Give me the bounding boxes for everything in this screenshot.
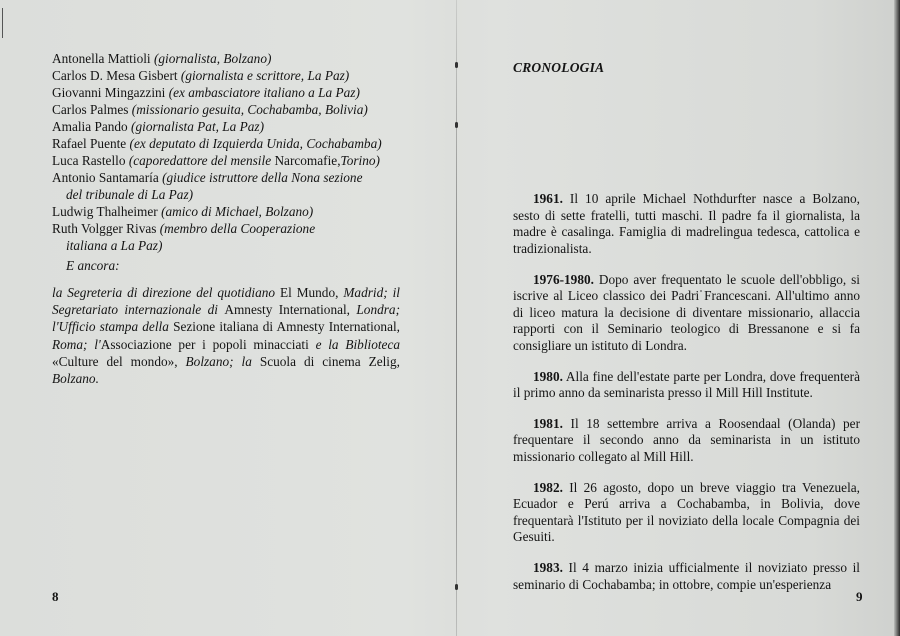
paragraph-segment: Scuola di cinema Zelig, xyxy=(259,353,400,369)
person-role: (membro della Cooperazione xyxy=(159,221,316,236)
paragraph-segment: Amnesty International, xyxy=(224,302,357,318)
chronology-entry xyxy=(513,369,860,402)
paragraph-segment: Bolzano. xyxy=(52,371,99,387)
entry-year: 1980. xyxy=(533,368,563,384)
person-role: (amico di Michael, Bolzano) xyxy=(161,204,314,219)
also-heading: E ancora: xyxy=(66,258,120,273)
acknowledgment-entry xyxy=(52,118,412,135)
person-name: Carlos Palmes xyxy=(52,102,129,117)
person-name: Luca Rastello xyxy=(52,153,126,168)
chronology-entry xyxy=(513,416,860,466)
left-page xyxy=(52,0,402,636)
also-paragraph xyxy=(52,284,400,387)
binding-staple xyxy=(455,584,458,590)
paragraph-segment: Roma; l' xyxy=(52,336,101,352)
person-role: (caporedattore del mensile xyxy=(128,153,272,168)
binding-staple xyxy=(455,122,458,128)
paragraph-segment: Londra; l'Ufficio stampa della xyxy=(52,302,400,335)
page-number-left: 8 xyxy=(52,589,59,604)
paragraph-segment: «Culture del mondo», xyxy=(52,353,186,369)
person-role: (ex deputato di Izquierda Unida, Cochabamba) xyxy=(129,136,382,151)
paragraph-segment: la Segreteria di direzione del quotidiano xyxy=(52,285,280,300)
paragraph-segment: El Mundo, xyxy=(279,285,344,300)
entry-text: Il 4 marzo inizia ufficialmente il noviziato presso il seminario di Cochabamba; in ottobre, compie un'esperienza xyxy=(513,559,860,592)
acknowledgment-entry xyxy=(52,220,412,237)
acknowledgment-entry xyxy=(52,50,412,67)
entry-text: Il 18 settembre arriva a Roosendaal (Olanda) per frequentare il secondo anno da seminarista in un istituto missionario collegato al Mill Hill. xyxy=(513,415,860,465)
chronology-entry xyxy=(513,191,860,257)
entry-year: 1961. xyxy=(533,191,563,207)
person-name: Rafael Puente xyxy=(52,136,127,151)
entry-text: Dopo aver frequentato le scuole dell'obbligo, si iscrive al Liceo classico dei Padri Francescani. All'ultimo anno di liceo matura la decisione di diventare missionario, allaccia rapporti con il Seminario teologico di Bressanone e si fa consigliare un istituto di Londra. xyxy=(513,271,860,354)
paragraph-segment: Bolzano; la xyxy=(185,353,260,369)
person-name: Ruth Volgger Rivas xyxy=(52,221,157,236)
person-role: (giornalista e scrittore, La Paz) xyxy=(180,68,350,83)
entry-year: 1983. xyxy=(533,559,563,575)
person-name: Ludwig Thalheimer xyxy=(52,204,158,219)
chronology-entry xyxy=(513,272,860,355)
paragraph-segment: Associazione per i popoli minacciati xyxy=(100,336,316,352)
person-name: Giovanni Mingazzini xyxy=(52,85,166,100)
acknowledgment-entry xyxy=(52,169,412,186)
person-role: (ex ambasciatore italiano a La Paz) xyxy=(168,85,360,100)
person-name: Antonio Santamaría xyxy=(52,170,159,185)
acknowledgment-entry xyxy=(52,67,412,84)
entry-text: Il 10 aprile Michael Nothdurfter nasce a Bolzano, sesto di sette fratelli, tutti maschi. Il padre fa il giornalista, la madre è casalinga. Famiglia di madrelingua tedesca, cattolica e tradizionalista. xyxy=(513,191,860,257)
magazine-name: Narcomafie, xyxy=(274,153,341,168)
person-role-continued: del tribunale di La Paz) xyxy=(66,187,194,202)
paragraph-segment: e la Biblioteca xyxy=(315,336,401,352)
acknowledgment-entry xyxy=(52,135,412,152)
right-page xyxy=(513,0,863,636)
person-role: (giudice istruttore della Nona sezione xyxy=(162,170,363,185)
entry-year: 1981. xyxy=(533,415,563,431)
acknowledgment-entry xyxy=(52,84,412,101)
page-edge-mark xyxy=(2,8,3,38)
section-title: CRONOLOGIA xyxy=(513,60,605,75)
person-role: (giornalista Pat, La Paz) xyxy=(131,119,265,134)
chronology-entry xyxy=(513,560,860,593)
binding-staple xyxy=(455,62,458,68)
person-name: Antonella Mattioli xyxy=(52,51,151,66)
entry-year: 1982. xyxy=(533,479,563,495)
acknowledgment-entry xyxy=(52,203,412,220)
acknowledgment-entry xyxy=(52,152,412,169)
person-role-continued: italiana a La Paz) xyxy=(66,238,163,253)
chronology-list xyxy=(513,178,860,607)
book-gutter-fold xyxy=(456,0,457,636)
person-name: Amalia Pando xyxy=(52,119,128,134)
acknowledgment-entry xyxy=(52,101,412,118)
person-name: Carlos D. Mesa Gisbert xyxy=(52,68,178,83)
page-number-right: 9 xyxy=(856,589,863,604)
chronology-entry xyxy=(513,480,860,546)
entry-text: Il 26 agosto, dopo un breve viaggio tra Venezuela, Ecuador e Perú arriva a Cochabamba, in Bolivia, dove frequentarà l'Istituto per il noviziato della locale Compagnia dei Gesuiti. xyxy=(513,479,860,545)
person-role: (giornalista, Bolzano) xyxy=(153,51,272,66)
paragraph-segment: Sezione italiana di Amnesty International, xyxy=(173,319,400,335)
person-role: (missionario gesuita, Cochabamba, Bolivia) xyxy=(131,102,368,117)
paragraph-segment: Madrid; il Segretariato internazionale di xyxy=(52,285,400,318)
entry-text: Alla fine dell'estate parte per Londra, dove frequenterà il primo anno da seminarista presso il Mill Hill Institute. xyxy=(513,368,860,401)
page-shadow-edge xyxy=(894,0,900,636)
person-role: Torino) xyxy=(340,153,380,168)
entry-year: 1976-1980. xyxy=(533,271,594,287)
acknowledgments-list xyxy=(52,50,412,254)
